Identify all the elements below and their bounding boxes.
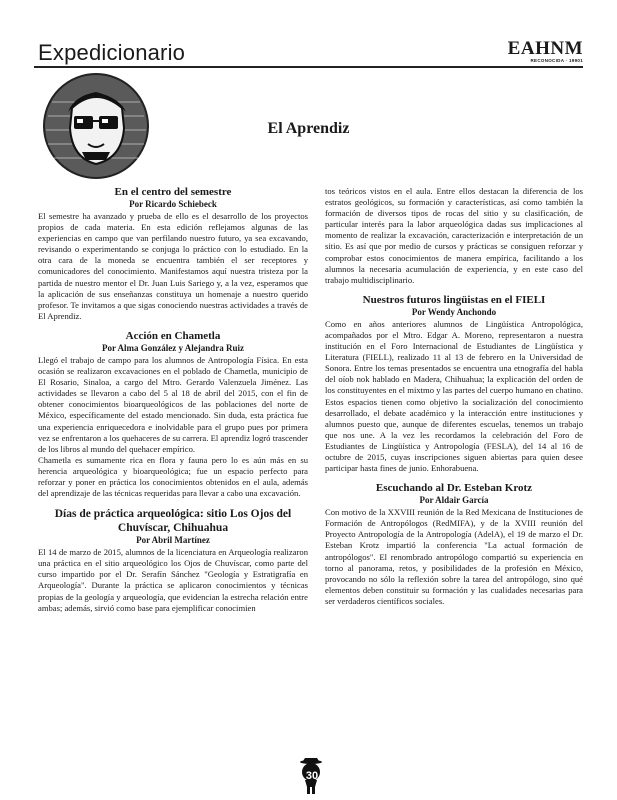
header-rule	[34, 66, 583, 68]
article-title: El Aprendiz	[267, 120, 350, 137]
section-title: Expedicionario	[38, 40, 186, 65]
right-column	[325, 186, 583, 607]
section-heading: Nuestros futuros lingüistas en el FIELI	[362, 293, 546, 306]
section-heading: En el centro del semestre	[114, 186, 232, 198]
byline: Por Ricardo Schiebeck	[129, 199, 217, 209]
paragraph: Chametla es sumamente rica en flora y fauna pero lo es aún más en su herencia arqueológica y bioarqueológica; fue un espacio perfecto para reforzar y poner en práctica los conocimientos obtenidos en el aula, además del aprendizaje de las técnicas requeridas para llevar a cabo una excavación.	[38, 454, 308, 499]
paragraph: Llegó el trabajo de campo para los alumnos de Antropología Física. En esta ocasión se realizaron excavaciones en el poblado de Chametla, municipio de El Rosario, Sinaloa, a cargo del Mtro. Gerardo Valenzuela Jiménez. Las actividades se llevaron a cabo del 5 al 18 de abril del 2015, con el fin de obtener conocimientos bioarqueológicos de las poblaciones del norte de México, específicamente del estado mencionado. Sin duda, esta práctica fue una experiencia enriquecedora e inolvidable para el grupo pues por primera vez se enfrentaron a los quehaceres de su carrera. El aprendiz logró trascender de los libros al mundo del quehacer empírico.	[38, 354, 308, 454]
page-number: 30	[305, 770, 319, 782]
brand-tagline: RECONOCIDA · 19901	[530, 58, 583, 63]
paragraph: tos teóricos vistos en el aula. Entre ellos destacan la diferencia de los estratos geológicos, su formación y características, así como también la formación de diversos tipos de rocas del sitio y su clasificación, de particular interés para la labor arqueológica dadas sus implicaciones al momento de realizar la excavación, caracterización e interpretación de un sitio. Es así que por medio de cursos y prácticas se consiguen reforzar y comprobar estos conocimientos de manera empírica, facilitando a los alumnos la necesaria acumulación de experiencia, y en este caso del trabajo multidisciplinario.	[325, 186, 583, 285]
paragraph: Con motivo de la XXVIII reunión de la Red Mexicana de Instituciones de Formación de Antropólogos (RedMIFA), y de la XVIII reunión del Proyecto Antropología de la Antropología (AdelA), el 19 de marzo el Dr. Esteban Krotz impartió la conferencia "La actual formación de antropólogos". El renombrado antropólogo compartió su experiencia en torno al panorama, retos, y posibilidades de la profesión en México, provocando no sólo la reflexión sobre la tarea del antropólogo, sino qué elementos deben constituir su formación y las cualidades necesarias para ser verdaderos científicos sociales.	[325, 507, 583, 606]
paragraph: El 14 de marzo de 2015, alumnos de la licenciatura en Arqueología realizaron una práctica en el sitio arqueológico los Ojos de Chuvíscar, como parte del curso impartido por el Dr. Serafín Sánchez "Geología y Estratigrafía en Arqueología". Durante la práctica se aplicaron conocimientos y técnicas propias de la geología y arqueología, que evidencian la estrecha relación entre ambas; además, sirvió como base para ejemplificar conocimien	[38, 547, 308, 613]
byline: Por Alma González y Alejandra Ruiz	[101, 342, 245, 353]
byline: Por Aldair García	[419, 495, 489, 506]
paragraph: El semestre ha avanzado y prueba de ello es el desarrollo de los proyectos propios de cada materia. En esta edición reflejamos algunas de las experiencias en campo que van perfilando nuestro futuro, ya sea excavando, revisando o experimentando se conjuga lo práctico con lo estudiado. En la otra cara de la moneda se encuentra también el ser receptores y comunicadores del conocimiento. Manifestamos aquí nuestra tristeza por la partida de nuestro mentor el Dr. Juan Luis Sariego y, a la vez, esperamos que la aplicación de sus enseñanzas constituya un homenaje a nuestro querido profesor. Te invitamos a que sigas conociendo nuestras actividades a través de El Aprendiz.	[38, 211, 308, 321]
section-heading: Escuchando al Dr. Esteban Krotz	[375, 482, 533, 495]
byline: Por Wendy Anchondo	[411, 306, 497, 317]
paragraph: Como en años anteriores alumnos de Lingüística Antropológica, acompañados por el Mtro. Edgar A. Moreno, representaron a nuestra institución en el Foro Internacional de Estudiantes de Lingüística y Literatura (FIELL), realizado 11 al 13 de febrero en la Universidad de Sonora. Entre los temas presentados se encuentra una etnografía del habla del oíob nok hablado en Madera, Chihuahua; la explicación del orden de los constituyentes en el mixtmo y las partes del cuerpo humano en chatino. Estos espacios tienen como objetivo la socialización del conocimiento desarrollado, el debate académico y la interacción entre instituciones y alumnos puesto que, aunque de diferentes escuelas, tenemos un trabajo que nos une. A la vez les recordamos la celebración del Foro de Estudiantes de Lingüística y Antropología (FESLA), del 14 al 16 de octubre de 2015, cuyas inscripciones siguen abiertas para quien desee participar hasta fines de junio. Enhorabuena.	[325, 318, 583, 474]
brand-block	[508, 40, 583, 63]
left-column	[38, 186, 308, 614]
byline: Por Abril Martínez	[136, 535, 210, 546]
section-heading: Acción en Chametla	[125, 329, 221, 342]
section-heading: Días de práctica arqueológica: sitio Los Ojos del Chuvíscar, Chihuahua	[54, 508, 292, 535]
brand-name: EAHNM	[507, 38, 583, 59]
